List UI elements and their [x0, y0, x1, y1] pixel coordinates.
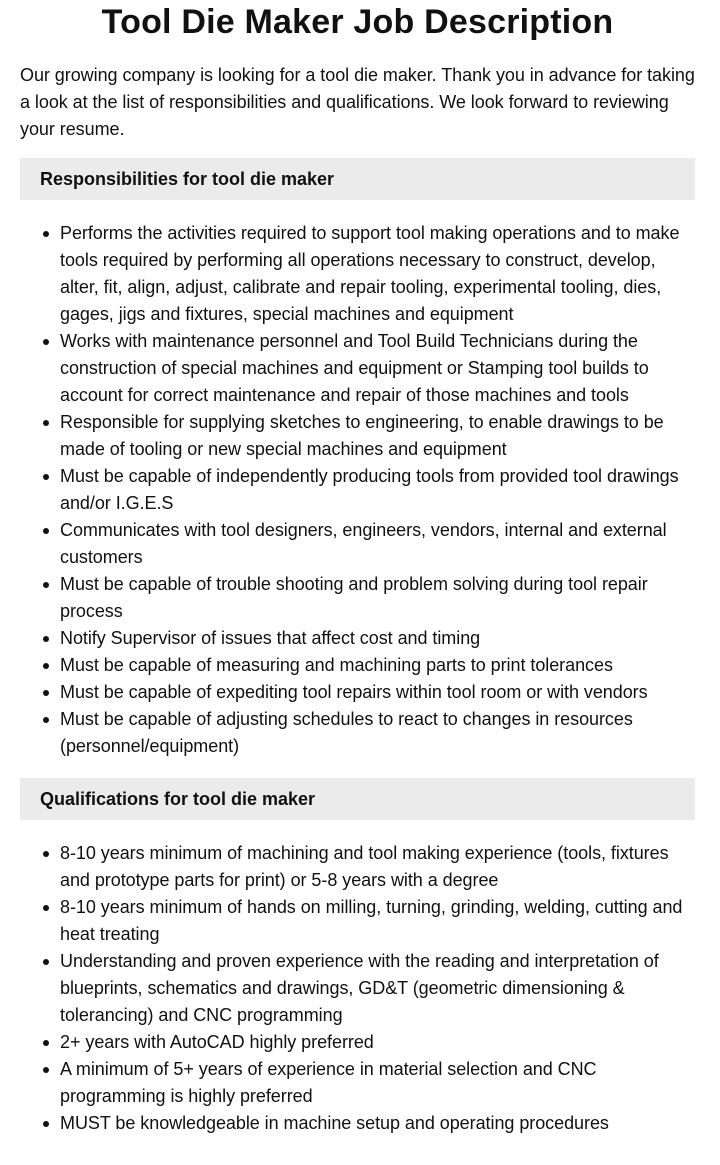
list-item: A minimum of 5+ years of experience in material selection and CNC programming is highly preferred: [60, 1056, 695, 1110]
list-item: Communicates with tool designers, engineers, vendors, internal and external customers: [60, 517, 695, 571]
responsibilities-heading: Responsibilities for tool die maker: [20, 158, 695, 200]
list-item: Notify Supervisor of issues that affect cost and timing: [60, 625, 695, 652]
qualifications-list: [20, 840, 695, 1137]
list-item: Performs the activities required to support tool making operations and to make tools required by performing all operations necessary to construct, develop, alter, fit, align, adjust, calibrate and repair tooling, experimental tooling, dies, gages, jigs and fixtures, special machines and equipment: [60, 220, 695, 328]
list-item: Must be capable of measuring and machining parts to print tolerances: [60, 652, 695, 679]
list-item: 8-10 years minimum of hands on milling, turning, grinding, welding, cutting and heat treating: [60, 894, 695, 948]
list-item: Works with maintenance personnel and Tool Build Technicians during the construction of special machines and equipment or Stamping tool builds to account for correct maintenance and repair of those machines and tools: [60, 328, 695, 409]
list-item: Responsible for supplying sketches to engineering, to enable drawings to be made of tooling or new special machines and equipment: [60, 409, 695, 463]
page-title: Tool Die Maker Job Description: [101, 3, 614, 41]
list-item: Must be capable of independently producing tools from provided tool drawings and/or I.G.E.S: [60, 463, 695, 517]
responsibilities-list: [20, 220, 695, 760]
list-item: 2+ years with AutoCAD highly preferred: [60, 1029, 695, 1056]
list-item: 8-10 years minimum of machining and tool making experience (tools, fixtures and prototype parts for print) or 5-8 years with a degree: [60, 840, 695, 894]
intro-paragraph: Our growing company is looking for a tool die maker. Thank you in advance for taking a look at the list of responsibilities and qualifications. We look forward to reviewing your resume.: [20, 65, 695, 139]
list-item: MUST be knowledgeable in machine setup and operating procedures: [60, 1110, 695, 1137]
list-item: Must be capable of expediting tool repairs within tool room or with vendors: [60, 679, 695, 706]
list-item: Understanding and proven experience with the reading and interpretation of blueprints, schematics and drawings, GD&T (geometric dimensioning & tolerancing) and CNC programming: [60, 948, 695, 1029]
qualifications-heading: Qualifications for tool die maker: [20, 778, 695, 820]
list-item: Must be capable of adjusting schedules to react to changes in resources (personnel/equipment): [60, 706, 695, 760]
list-item: Must be capable of trouble shooting and problem solving during tool repair process: [60, 571, 695, 625]
